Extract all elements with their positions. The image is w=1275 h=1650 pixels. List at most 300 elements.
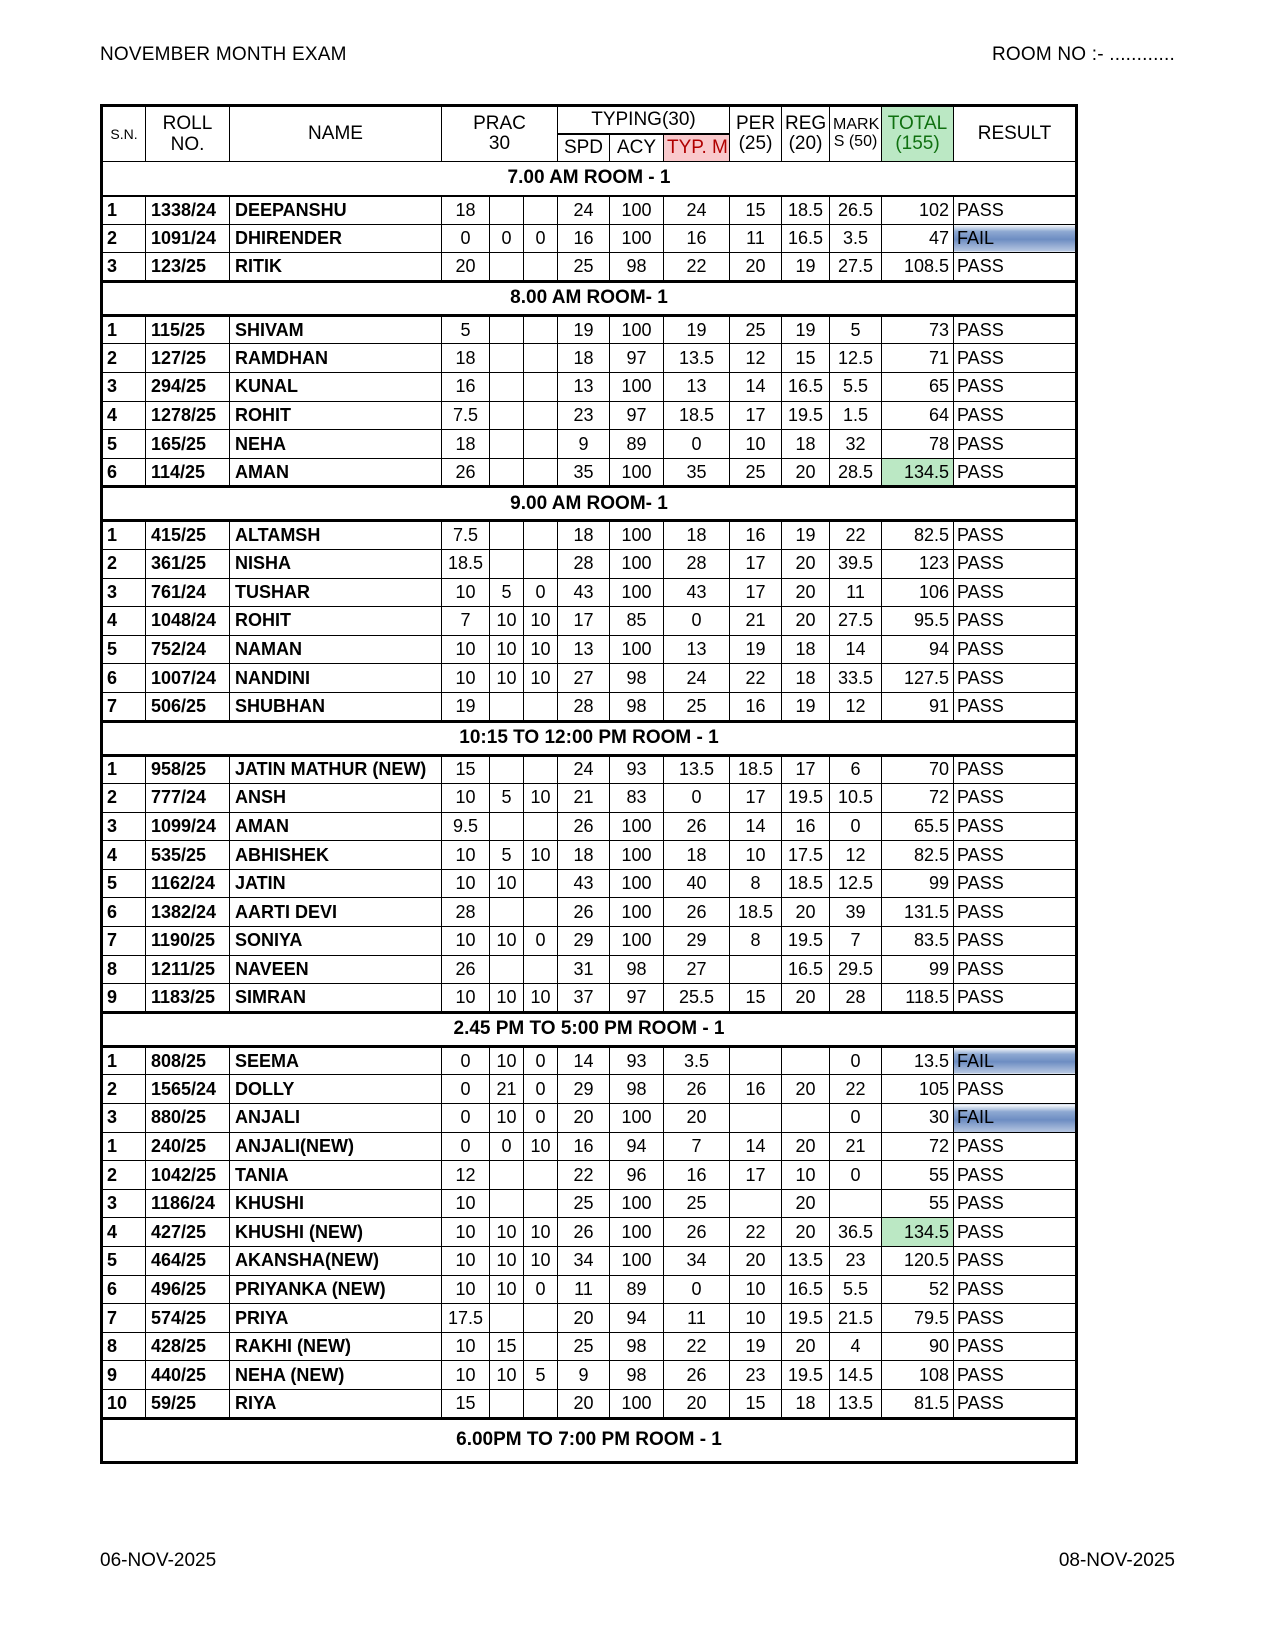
cell-reg: 19.5 (782, 927, 830, 956)
cell-acy: 100 (610, 927, 664, 956)
cell-typ-m: 16 (664, 224, 730, 253)
cell-prac-2: 5 (490, 784, 524, 813)
cell-sn: 2 (102, 549, 146, 578)
cell-reg: 10 (782, 1161, 830, 1190)
cell-prac-2: 10 (490, 927, 524, 956)
cell-prac-3 (524, 1189, 558, 1218)
cell-total: 134.5 (882, 458, 954, 487)
cell-result: PASS (954, 692, 1077, 721)
table-row (102, 430, 1077, 459)
cell-sn: 4 (102, 401, 146, 430)
cell-reg: 13.5 (782, 1247, 830, 1276)
cell-name: ANJALI (230, 1104, 442, 1133)
cell-prac-2: 10 (490, 1275, 524, 1304)
cell-prac-2 (490, 315, 524, 344)
cell-typ-m: 20 (664, 1104, 730, 1133)
cell-sn: 8 (102, 1332, 146, 1361)
cell-prac-2: 21 (490, 1075, 524, 1104)
cell-sn: 7 (102, 692, 146, 721)
cell-prac-1: 10 (442, 1332, 490, 1361)
cell-reg: 18.5 (782, 869, 830, 898)
cell-per: 17 (730, 784, 782, 813)
cell-per: 14 (730, 1132, 782, 1161)
cell-typ-m: 19 (664, 315, 730, 344)
section-header-row (102, 487, 1077, 521)
page-title: NOVEMBER MONTH EXAM (100, 44, 347, 65)
cell-spd: 43 (558, 869, 610, 898)
table-row (102, 315, 1077, 344)
cell-prac-2: 5 (490, 841, 524, 870)
cell-sn: 1 (102, 1132, 146, 1161)
cell-typ-m: 35 (664, 458, 730, 487)
cell-spd: 23 (558, 401, 610, 430)
cell-marks: 14.5 (830, 1361, 882, 1390)
table-header-row-top (102, 106, 1077, 134)
cell-reg: 20 (782, 1132, 830, 1161)
cell-marks: 13.5 (830, 1389, 882, 1418)
cell-total: 95.5 (882, 607, 954, 636)
table-row (102, 1161, 1077, 1190)
cell-per (730, 955, 782, 984)
cell-total: 102 (882, 196, 954, 225)
cell-prac-3: 0 (524, 927, 558, 956)
cell-prac-3 (524, 401, 558, 430)
cell-name: SHUBHAN (230, 692, 442, 721)
table-row (102, 196, 1077, 225)
cell-per: 25 (730, 458, 782, 487)
cell-name: KUNAL (230, 372, 442, 401)
cell-prac-3: 0 (524, 224, 558, 253)
cell-per: 15 (730, 984, 782, 1013)
cell-roll-no: 1186/24 (146, 1189, 230, 1218)
cell-reg: 19 (782, 521, 830, 550)
cell-roll-no: 535/25 (146, 841, 230, 870)
cell-sn: 4 (102, 607, 146, 636)
cell-marks: 1.5 (830, 401, 882, 430)
results-table-container (100, 104, 1075, 1464)
cell-prac-2: 15 (490, 1332, 524, 1361)
cell-marks: 12.5 (830, 344, 882, 373)
table-row (102, 869, 1077, 898)
cell-per: 14 (730, 812, 782, 841)
cell-acy: 93 (610, 755, 664, 784)
cell-name: ALTAMSH (230, 521, 442, 550)
cell-sn: 2 (102, 1075, 146, 1104)
cell-name: PRIYANKA (NEW) (230, 1275, 442, 1304)
cell-sn: 5 (102, 635, 146, 664)
cell-acy: 85 (610, 607, 664, 636)
cell-sn: 6 (102, 898, 146, 927)
cell-typ-m: 16 (664, 1161, 730, 1190)
cell-roll-no: 777/24 (146, 784, 230, 813)
cell-total: 64 (882, 401, 954, 430)
cell-prac-3: 0 (524, 1075, 558, 1104)
cell-reg: 16.5 (782, 372, 830, 401)
table-row (102, 1189, 1077, 1218)
cell-spd: 25 (558, 1189, 610, 1218)
cell-marks: 3.5 (830, 224, 882, 253)
cell-prac-3 (524, 692, 558, 721)
cell-result: PASS (954, 607, 1077, 636)
document-header (100, 44, 1175, 66)
cell-acy: 89 (610, 1275, 664, 1304)
cell-prac-1: 15 (442, 1389, 490, 1418)
cell-reg: 20 (782, 1218, 830, 1247)
cell-spd: 16 (558, 1132, 610, 1161)
cell-marks (830, 1189, 882, 1218)
cell-marks: 22 (830, 1075, 882, 1104)
cell-prac-1: 28 (442, 898, 490, 927)
cell-prac-1: 0 (442, 224, 490, 253)
cell-spd: 9 (558, 430, 610, 459)
table-row (102, 784, 1077, 813)
cell-prac-1: 18 (442, 196, 490, 225)
cell-sn: 3 (102, 1104, 146, 1133)
cell-typ-m: 26 (664, 898, 730, 927)
cell-marks: 12 (830, 841, 882, 870)
cell-roll-no: 361/25 (146, 549, 230, 578)
cell-typ-m: 11 (664, 1304, 730, 1333)
th-prac: PRAC 30 (442, 106, 558, 162)
cell-marks: 5.5 (830, 1275, 882, 1304)
cell-acy: 100 (610, 224, 664, 253)
cell-result: PASS (954, 1189, 1077, 1218)
cell-roll-no: 1048/24 (146, 607, 230, 636)
cell-prac-3 (524, 253, 558, 282)
cell-per: 18.5 (730, 898, 782, 927)
cell-roll-no: 165/25 (146, 430, 230, 459)
cell-prac-2 (490, 1304, 524, 1333)
cell-name: DHIRENDER (230, 224, 442, 253)
cell-name: PRIYA (230, 1304, 442, 1333)
cell-marks: 39.5 (830, 549, 882, 578)
cell-spd: 18 (558, 344, 610, 373)
cell-prac-1: 10 (442, 1189, 490, 1218)
table-row (102, 984, 1077, 1013)
section-title: 9.00 AM ROOM- 1 (102, 487, 1077, 521)
cell-spd: 17 (558, 607, 610, 636)
cell-prac-3 (524, 315, 558, 344)
table-row (102, 1132, 1077, 1161)
cell-spd: 19 (558, 315, 610, 344)
cell-result: PASS (954, 1161, 1077, 1190)
cell-typ-m: 20 (664, 1389, 730, 1418)
cell-prac-3 (524, 1304, 558, 1333)
cell-acy: 98 (610, 1332, 664, 1361)
cell-reg: 15 (782, 344, 830, 373)
th-spd: SPD (558, 134, 610, 162)
cell-name: NISHA (230, 549, 442, 578)
cell-reg: 19 (782, 253, 830, 282)
document-footer (100, 1550, 1175, 1572)
cell-typ-m: 0 (664, 430, 730, 459)
cell-prac-3 (524, 955, 558, 984)
cell-total: 82.5 (882, 521, 954, 550)
table-row (102, 841, 1077, 870)
cell-reg (782, 1104, 830, 1133)
cell-total: 83.5 (882, 927, 954, 956)
footer-left-date: 06-NOV-2025 (100, 1550, 217, 1571)
cell-total: 90 (882, 1332, 954, 1361)
cell-acy: 89 (610, 430, 664, 459)
cell-result: PASS (954, 458, 1077, 487)
cell-per: 23 (730, 1361, 782, 1390)
section-title: 8.00 AM ROOM- 1 (102, 281, 1077, 315)
cell-marks: 0 (830, 812, 882, 841)
cell-reg: 20 (782, 578, 830, 607)
cell-prac-1: 10 (442, 664, 490, 693)
cell-reg: 20 (782, 607, 830, 636)
cell-marks: 33.5 (830, 664, 882, 693)
cell-prac-1: 18 (442, 344, 490, 373)
cell-name: NANDINI (230, 664, 442, 693)
cell-prac-1: 7 (442, 607, 490, 636)
cell-prac-1: 10 (442, 869, 490, 898)
cell-sn: 8 (102, 955, 146, 984)
cell-spd: 31 (558, 955, 610, 984)
cell-reg: 16.5 (782, 955, 830, 984)
cell-result: PASS (954, 1247, 1077, 1276)
cell-roll-no: 1338/24 (146, 196, 230, 225)
cell-total: 78 (882, 430, 954, 459)
cell-sn: 4 (102, 1218, 146, 1247)
cell-prac-2: 10 (490, 1218, 524, 1247)
cell-result: PASS (954, 1218, 1077, 1247)
cell-prac-1: 7.5 (442, 401, 490, 430)
cell-spd: 20 (558, 1304, 610, 1333)
cell-roll-no: 1042/25 (146, 1161, 230, 1190)
cell-spd: 21 (558, 784, 610, 813)
cell-reg: 18 (782, 664, 830, 693)
cell-roll-no: 752/24 (146, 635, 230, 664)
cell-marks: 0 (830, 1161, 882, 1190)
cell-acy: 100 (610, 1218, 664, 1247)
cell-spd: 20 (558, 1389, 610, 1418)
cell-prac-2: 10 (490, 635, 524, 664)
section-header-row (102, 1418, 1077, 1462)
table-row (102, 1332, 1077, 1361)
cell-prac-1: 0 (442, 1046, 490, 1075)
cell-prac-1: 20 (442, 253, 490, 282)
cell-marks: 5.5 (830, 372, 882, 401)
cell-reg: 20 (782, 984, 830, 1013)
cell-acy: 98 (610, 1075, 664, 1104)
cell-reg: 19 (782, 315, 830, 344)
th-sn: S.N. (102, 106, 146, 162)
cell-roll-no: 808/25 (146, 1046, 230, 1075)
cell-typ-m: 0 (664, 607, 730, 636)
cell-spd: 13 (558, 635, 610, 664)
cell-marks: 32 (830, 430, 882, 459)
cell-spd: 28 (558, 549, 610, 578)
cell-typ-m: 26 (664, 1361, 730, 1390)
cell-roll-no: 428/25 (146, 1332, 230, 1361)
table-row (102, 692, 1077, 721)
cell-result: PASS (954, 869, 1077, 898)
cell-prac-2: 10 (490, 1046, 524, 1075)
table-row (102, 578, 1077, 607)
cell-sn: 3 (102, 578, 146, 607)
cell-sn: 10 (102, 1389, 146, 1418)
cell-prac-3: 0 (524, 1104, 558, 1133)
th-typing-group: TYPING(30) (558, 106, 730, 134)
cell-acy: 98 (610, 692, 664, 721)
cell-sn: 9 (102, 984, 146, 1013)
cell-spd: 24 (558, 196, 610, 225)
cell-per: 17 (730, 549, 782, 578)
results-table (100, 104, 1078, 1464)
cell-result: PASS (954, 253, 1077, 282)
cell-typ-m: 43 (664, 578, 730, 607)
cell-roll-no: 1162/24 (146, 869, 230, 898)
cell-prac-2 (490, 1389, 524, 1418)
cell-marks: 21.5 (830, 1304, 882, 1333)
cell-prac-3: 10 (524, 984, 558, 1013)
cell-prac-2: 10 (490, 984, 524, 1013)
cell-per: 22 (730, 1218, 782, 1247)
cell-sn: 2 (102, 344, 146, 373)
cell-spd: 13 (558, 372, 610, 401)
cell-result: FAIL (954, 224, 1077, 253)
cell-prac-1: 12 (442, 1161, 490, 1190)
cell-name: RAMDHAN (230, 344, 442, 373)
cell-prac-1: 18 (442, 430, 490, 459)
cell-name: ANJALI(NEW) (230, 1132, 442, 1161)
cell-prac-3 (524, 755, 558, 784)
cell-total: 94 (882, 635, 954, 664)
cell-prac-3: 10 (524, 635, 558, 664)
table-row (102, 1389, 1077, 1418)
cell-prac-2 (490, 521, 524, 550)
cell-result: PASS (954, 549, 1077, 578)
cell-typ-m: 13.5 (664, 344, 730, 373)
cell-prac-2 (490, 812, 524, 841)
cell-acy: 100 (610, 1189, 664, 1218)
th-typ-m: TYP. M (664, 134, 730, 162)
cell-total: 131.5 (882, 898, 954, 927)
cell-acy: 100 (610, 841, 664, 870)
cell-roll-no: 1278/25 (146, 401, 230, 430)
cell-spd: 16 (558, 224, 610, 253)
cell-name: AARTI DEVI (230, 898, 442, 927)
cell-prac-1: 19 (442, 692, 490, 721)
cell-result: PASS (954, 635, 1077, 664)
cell-prac-3: 10 (524, 1247, 558, 1276)
table-row (102, 401, 1077, 430)
cell-typ-m: 28 (664, 549, 730, 578)
cell-sn: 7 (102, 927, 146, 956)
section-header-row (102, 1012, 1077, 1046)
cell-reg: 19.5 (782, 784, 830, 813)
cell-prac-3 (524, 812, 558, 841)
cell-name: TUSHAR (230, 578, 442, 607)
cell-prac-2: 5 (490, 578, 524, 607)
footer-right-date: 08-NOV-2025 (1058, 1550, 1175, 1571)
cell-acy: 98 (610, 1361, 664, 1390)
cell-acy: 100 (610, 1247, 664, 1276)
cell-total: 118.5 (882, 984, 954, 1013)
cell-result: FAIL (954, 1046, 1077, 1075)
cell-prac-3: 10 (524, 1218, 558, 1247)
cell-spd: 26 (558, 898, 610, 927)
cell-typ-m: 26 (664, 1218, 730, 1247)
cell-typ-m: 24 (664, 196, 730, 225)
cell-name: RITIK (230, 253, 442, 282)
table-row (102, 755, 1077, 784)
cell-total: 82.5 (882, 841, 954, 870)
table-row (102, 927, 1077, 956)
table-row (102, 635, 1077, 664)
cell-roll-no: 1565/24 (146, 1075, 230, 1104)
cell-marks: 39 (830, 898, 882, 927)
cell-prac-3 (524, 196, 558, 225)
cell-result: PASS (954, 1361, 1077, 1390)
cell-typ-m: 18 (664, 521, 730, 550)
cell-acy: 100 (610, 1104, 664, 1133)
cell-prac-3 (524, 521, 558, 550)
cell-total: 106 (882, 578, 954, 607)
cell-roll-no: 880/25 (146, 1104, 230, 1133)
cell-acy: 100 (610, 458, 664, 487)
cell-per: 18.5 (730, 755, 782, 784)
cell-result: PASS (954, 372, 1077, 401)
cell-marks: 23 (830, 1247, 882, 1276)
cell-result: PASS (954, 955, 1077, 984)
cell-prac-2 (490, 755, 524, 784)
cell-roll-no: 440/25 (146, 1361, 230, 1390)
table-row (102, 1304, 1077, 1333)
cell-name: SIMRAN (230, 984, 442, 1013)
cell-result: PASS (954, 1075, 1077, 1104)
cell-sn: 7 (102, 1304, 146, 1333)
cell-total: 105 (882, 1075, 954, 1104)
cell-reg: 16 (782, 812, 830, 841)
cell-reg: 18 (782, 430, 830, 459)
cell-acy: 100 (610, 898, 664, 927)
cell-sn: 4 (102, 841, 146, 870)
cell-prac-3: 10 (524, 607, 558, 636)
cell-roll-no: 114/25 (146, 458, 230, 487)
th-result: RESULT (954, 106, 1077, 162)
cell-name: NAMAN (230, 635, 442, 664)
table-row (102, 607, 1077, 636)
cell-prac-3: 10 (524, 664, 558, 693)
cell-prac-1: 26 (442, 955, 490, 984)
cell-sn: 1 (102, 1046, 146, 1075)
cell-marks: 27.5 (830, 607, 882, 636)
cell-spd: 34 (558, 1247, 610, 1276)
th-reg: REG (20) (782, 106, 830, 162)
cell-marks: 7 (830, 927, 882, 956)
table-row (102, 1361, 1077, 1390)
cell-prac-1: 17.5 (442, 1304, 490, 1333)
cell-prac-3 (524, 1389, 558, 1418)
section-header-row (102, 162, 1077, 196)
cell-total: 79.5 (882, 1304, 954, 1333)
cell-name: RIYA (230, 1389, 442, 1418)
cell-reg: 20 (782, 1075, 830, 1104)
cell-total: 30 (882, 1104, 954, 1133)
cell-reg: 18 (782, 1389, 830, 1418)
cell-roll-no: 1091/24 (146, 224, 230, 253)
cell-name: RAKHI (NEW) (230, 1332, 442, 1361)
cell-prac-3 (524, 869, 558, 898)
cell-per: 16 (730, 692, 782, 721)
table-row (102, 1104, 1077, 1133)
cell-typ-m: 18 (664, 841, 730, 870)
cell-per: 14 (730, 372, 782, 401)
cell-name: NAVEEN (230, 955, 442, 984)
